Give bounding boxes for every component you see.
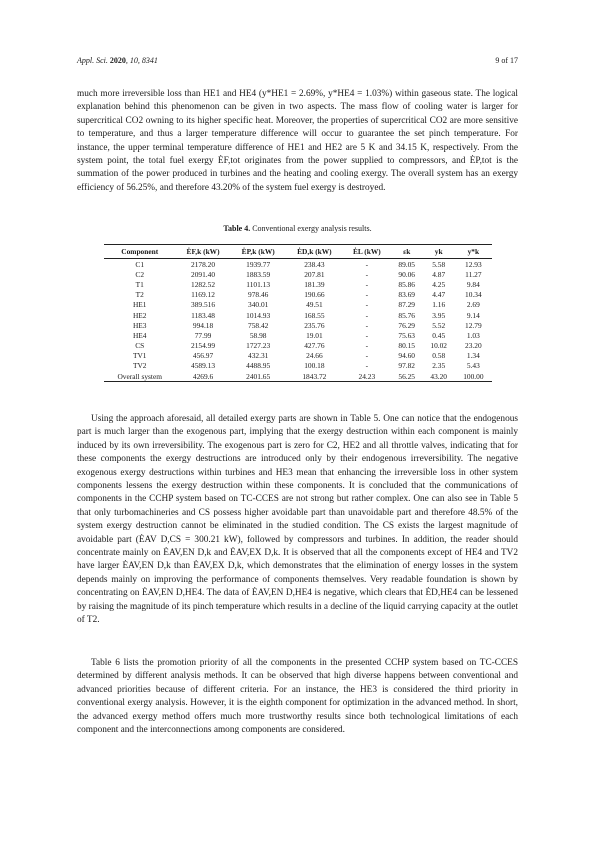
table-cell: 10.02 (430, 341, 448, 351)
table-header-cell: y*k (455, 245, 492, 259)
table-cell: 10.34 (465, 290, 482, 300)
table-caption-text: Conventional exergy analysis results. (252, 224, 372, 233)
exergy-results-table (104, 244, 492, 382)
component-name-cell: TV1 (132, 351, 147, 361)
component-name-cell: HE4 (132, 330, 147, 340)
running-header (77, 56, 518, 68)
component-name-cell: HE1 (132, 300, 147, 310)
table-cell: 85.76 (398, 310, 416, 320)
journal-volume: 10 (129, 56, 138, 65)
table-cell: 100.18 (304, 361, 325, 371)
table-cell: 1939.77 (246, 259, 271, 269)
table-cell: 1101.13 (246, 279, 271, 289)
table-row (104, 259, 492, 270)
table-cell: - (365, 269, 369, 279)
table-header-cell: Component (104, 245, 175, 259)
table-cell: - (365, 330, 369, 340)
table-cell: - (365, 290, 369, 300)
table-cell: 1169.12 (191, 290, 215, 300)
table-cell: 5.52 (432, 320, 446, 330)
table-cell: 56.25 (391, 371, 423, 382)
table-header-cell: ĖF,k (kW) (175, 245, 230, 259)
table-cell: - (365, 279, 369, 289)
journal-citation: Appl. Sci. 2020, 10, 8341 (77, 56, 158, 65)
component-name-cell: HE3 (132, 320, 147, 330)
table-cell: 168.55 (304, 310, 325, 320)
table-cell: - (365, 259, 369, 269)
table-cell: 1183.48 (191, 310, 215, 320)
table-cell: 1727.23 (246, 341, 271, 351)
table-cell: 2178.20 (191, 259, 216, 269)
table-cell: 4.47 (432, 290, 446, 300)
body-paragraph-3: Table 6 lists the promotion priority of all the components in the presented CCHP system based on TC-CCES determined by different analysis methods. It can be observed that high diverse happens between conventional and advanced priorities because of different criteria. For an instance, the HE3 is considered the third priority in conventional exergy analysis. However, it is the eighth component for optimization in the advanced method. In short, the advanced exergy method offers much more trustworthy results since both technological limitations of each component and the interconnections among components are considered. (77, 658, 518, 736)
table-cell: 4488.95 (246, 361, 271, 371)
table-cell: 978.46 (248, 290, 269, 300)
table-cell: 235.76 (304, 320, 325, 330)
table-row (104, 341, 492, 351)
table-cell: 1883.59 (246, 269, 271, 279)
table-cell: 2401.65 (231, 371, 286, 382)
table-cell: 456.97 (192, 351, 214, 361)
table-row (104, 351, 492, 361)
table-cell: 9.14 (466, 310, 480, 320)
table-cell: 58.98 (249, 330, 267, 340)
table-row (104, 300, 492, 310)
table-cell: 994.18 (192, 320, 214, 330)
table-cell: 5.58 (432, 259, 446, 269)
table-cell: 87.29 (398, 300, 416, 310)
table-cell: 77.99 (194, 330, 212, 340)
table-header-cell: yk (423, 245, 455, 259)
table-cell: 4.87 (432, 269, 446, 279)
table-cell: 1.34 (466, 351, 480, 361)
body-paragraph-1: much more irreversible loss than HE1 and HE4 (y*HE1 = 2.69%, y*HE4 = 1.03%) within gaseous state. The logical explanation behind this phenomenon can be given in two aspects. The mass flow of cooling water is larger for supercritical CO2 owning to its higher specific heat. Moreover, the properties of supercritical CO2 are more sensitive to temperature, and thus a larger temperature difference will occur to guarantee the set pinch temperature. For instance, the upper terminal temperature difference of HE1 and HE2 are 5 K and 34.15 K, respectively. From the system point, the total fuel exergy ĖF,tot originates from the power supplied to compressors, and ĖP,tot is the summation of the power produced in turbines and the heating and cooling exergy. The overall system has an exergy efficiency of 56.25%, and therefore 43.20% of the system fuel exergy is destroyed. (77, 89, 518, 193)
table-cell: 2154.99 (191, 341, 216, 351)
table-row (104, 279, 492, 289)
table-cell: 190.66 (304, 290, 325, 300)
table-cell: 1843.72 (286, 371, 343, 382)
table-cell: 97.82 (398, 361, 416, 371)
table-cell: - (365, 300, 369, 310)
table-cell: 2091.40 (191, 269, 216, 279)
table-header-cell: ĖD,k (kW) (286, 245, 343, 259)
table-cell: 4269.6 (175, 371, 230, 382)
table-cell: 24.23 (343, 371, 391, 382)
article-number: 8341 (141, 56, 158, 65)
table-cell: 80.15 (398, 341, 416, 351)
journal-year: 2020 (109, 56, 126, 65)
journal-name: Appl. Sci. (77, 56, 108, 65)
table-cell: 340.01 (248, 300, 269, 310)
table-cell: 75.63 (398, 330, 416, 340)
table-header-cell: ĖL (kW) (343, 245, 391, 259)
table-cell: 389.516 (191, 300, 216, 310)
component-name-cell: Overall system (104, 371, 175, 382)
table-cell: 85.86 (398, 279, 416, 289)
component-name-cell: TV2 (132, 361, 147, 371)
table-cell: - (365, 320, 369, 330)
table-cell: 2.69 (466, 300, 480, 310)
table-cell: 1.16 (432, 300, 446, 310)
table-row (104, 361, 492, 371)
table-cell: 181.39 (304, 279, 325, 289)
body-paragraph-2: Using the approach aforesaid, all detailed exergy parts are shown in Table 5. One can notice that the endogenous part is much larger than the exogenous part, implying that the exergy destruction within each component is mainly induced by its own irreversibility. The exogenous part is zero for C2, HE2 and all throttle valves, indicating that for these components the exergy destructions are introduced only by their endogenous irreversibility. The negative exogenous exergy destructions within turbines and HE3 mean that enhancing the irreversible loss in other system components lessens the exergy destruction within these components. It is concluded that the communications of components in the CCHP system based on TC-CCES are not strong but rather complex. One can also see in Table 5 that only turbomachineries and CS possess higher avoidable part than unavoidable part and therefore 48.5% of the system exergy destruction cannot be eliminated in the studied condition. The CS exists the largest magnitude of avoidable part (ĖAV D,CS = 300.21 kW), followed by compressors and turbines. In addition, the reader should concentrate mainly on ĖAV,EN D,k and ĖAV,EX D,k. It is observed that all the components except of HE4 and TV2 have larger ĖAV,EN D,k than ĖAV,EX D,k, which demonstrates that the elimination of energy losses in the system depends mainly on improving the performance of components themselves. Very readable foundation is shown by concentrating on ĖAV,EN D,HE4. The data of ĖAV,EN D,HE4 is negative, which clears that ĖD,HE4 can be lessened by raising the magnitude of its pinch temperature which results in a decline of the liquid carrying capacity at the outlet of T2. (77, 414, 518, 626)
component-name-cell: C2 (135, 269, 145, 279)
table-cell: - (365, 341, 369, 351)
table-row (104, 269, 492, 279)
table-row (104, 320, 492, 330)
table-cell: 1.03 (466, 330, 480, 340)
table-cell: 432.31 (248, 351, 269, 361)
table-cell: - (365, 310, 369, 320)
table-cell: 11.27 (465, 269, 482, 279)
table-row (104, 310, 492, 320)
component-name-cell: T2 (135, 290, 144, 300)
page-number: 9 of 17 (495, 56, 518, 65)
table-cell: 5.43 (466, 361, 480, 371)
table-cell: 89.05 (398, 259, 416, 269)
table-cell: 94.60 (398, 351, 416, 361)
table-cell: 12.79 (465, 320, 482, 330)
table-cell: 4.25 (432, 279, 446, 289)
table-cell: 207.81 (304, 269, 325, 279)
table-cell: 23.20 (465, 341, 482, 351)
table-cell: 0.45 (432, 330, 446, 340)
table-cell: 238.43 (304, 259, 325, 269)
table-header-cell: ĖP,k (kW) (231, 245, 286, 259)
table-cell: 0.58 (432, 351, 446, 361)
table-body (104, 259, 492, 382)
table-cell: 76.29 (398, 320, 416, 330)
component-name-cell: HE2 (132, 310, 147, 320)
table-cell: 4589.13 (191, 361, 216, 371)
table-cell: 43.20 (423, 371, 455, 382)
table-cell: 2.35 (432, 361, 446, 371)
table-cell: - (365, 361, 369, 371)
table-row (104, 330, 492, 340)
table-cell: 90.06 (398, 269, 416, 279)
table-caption-label: Table 4. (223, 224, 251, 233)
table-cell: 9.84 (466, 279, 480, 289)
table-cell: 83.69 (398, 290, 416, 300)
table-caption (77, 224, 518, 233)
table-header-row (104, 245, 492, 259)
table-header-cell: εk (391, 245, 423, 259)
table-row (104, 371, 492, 382)
table-cell: 49.51 (306, 300, 323, 310)
component-name-cell: C1 (135, 259, 145, 269)
table-cell: 24.66 (306, 351, 323, 361)
component-name-cell: CS (135, 341, 145, 351)
table-cell: 19.01 (306, 330, 323, 340)
component-name-cell: T1 (135, 279, 144, 289)
table-cell: - (365, 351, 369, 361)
table-cell: 427.76 (304, 341, 325, 351)
table-row (104, 290, 492, 300)
table-cell: 758.42 (248, 320, 269, 330)
table-cell: 3.95 (432, 310, 446, 320)
table-cell: 1282.52 (191, 279, 216, 289)
table-cell: 1014.93 (246, 310, 271, 320)
table-cell: 100.00 (455, 371, 492, 382)
table-cell: 12.93 (465, 259, 482, 269)
